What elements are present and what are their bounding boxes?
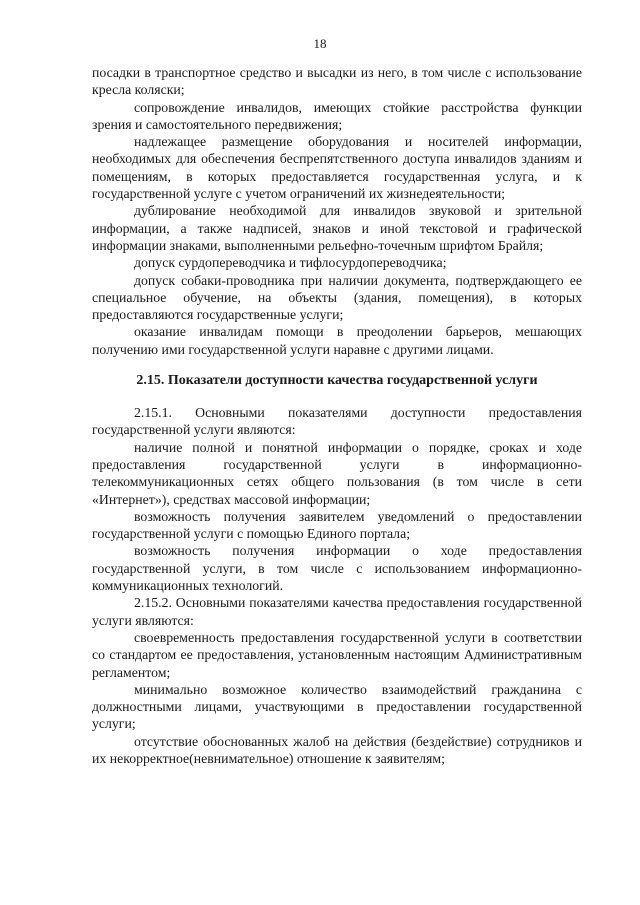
paragraph: надлежащее размещение оборудования и носителей информации, необходимых для обеспечения беспрепятственного доступа инвалидов зданиям и помещениям, в которых предоставляется государственная услуга, и к государственной услуге с учетом ограничений их жизнедеятельности; bbox=[92, 134, 582, 202]
paragraph: посадки в транспортное средство и высадки из него, в том числе с использование кресла коляски; bbox=[92, 65, 582, 98]
page-number: 18 bbox=[313, 36, 327, 51]
paragraph: возможность получения заявителем уведомлений о предоставлении государственной услуги с помощью Единого портала; bbox=[92, 508, 582, 542]
paragraph: наличие полной и понятной информации о порядке, сроках и ходе предоставления государственной услуги в информационно-телекоммуникационных сетях общего пользования (в том числе в сети «Интернет»), средствах массовой информации; bbox=[92, 439, 582, 507]
document-body bbox=[92, 64, 582, 767]
paragraph: 2.15.2. Основными показателями качества предоставления государственной услуги являются: bbox=[92, 595, 582, 628]
paragraph: 2.15.1. Основными показателями доступности предоставления государственной услуги являются: bbox=[92, 405, 582, 438]
paragraph: дублирование необходимой для инвалидов звуковой и зрительной информации, а также надписей, знаков и иной текстовой и графической информации знаками, выполненными рельефно-точечным шрифтом Брайля; bbox=[92, 203, 582, 253]
paragraph: допуск сурдопереводчика и тифлосурдопереводчика; bbox=[134, 255, 447, 271]
paragraph: допуск собаки-проводника при наличии документа, подтверждающего ее специальное обучение, на объекты (здания, помещения), в которых предоставляются государственные услуги; bbox=[92, 272, 582, 323]
paragraph: сопровождение инвалидов, имеющих стойкие расстройства функции зрения и самостоятельного передвижения; bbox=[92, 99, 582, 132]
section-heading: 2.15. Показатели доступности качества государственной услуги bbox=[136, 373, 538, 389]
paragraph: возможность получения информации о ходе предоставления государственной услуги, в том числе с использованием информационно-коммуникационных технологий. bbox=[92, 543, 582, 594]
paragraph: своевременность предоставления государственной услуги в соответствии со стандартом ее предоставления, установленным настоящим Административным регламентом; bbox=[92, 629, 582, 680]
paragraph: минимально возможное количество взаимодействий гражданина с должностными лицами, участвующими в предоставлении государственной услуги; bbox=[92, 681, 582, 732]
paragraph: оказание инвалидам помощи в преодолении барьеров, мешающих получению ими государственной услуги наравне с другими лицами. bbox=[92, 324, 582, 357]
paragraph: отсутствие обоснованных жалоб на действия (бездействие) сотрудников и их некорректное(невнимательное) отношение к заявителям; bbox=[92, 733, 582, 766]
